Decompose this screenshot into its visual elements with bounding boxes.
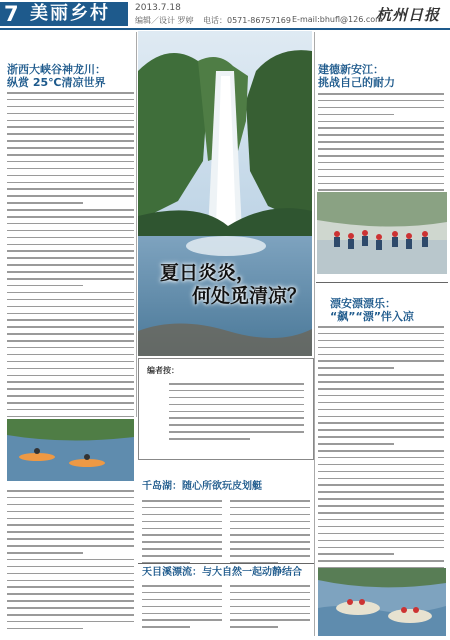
article-title-tianmuxi: 天目溪漂流：与大自然一起动静结合	[142, 567, 302, 578]
article-title-shenlongchuan	[7, 63, 106, 89]
section-title: 美丽乡村	[30, 3, 110, 24]
article-title-line2: “飙”“漂”伴入凉	[330, 310, 414, 324]
headline-line2: 何处觅清凉？	[192, 284, 307, 307]
page-number: 7	[4, 2, 19, 26]
issue-date: 2013.7.18	[135, 3, 181, 13]
headline-line1: 夏日炎炎，	[160, 262, 256, 284]
article-body-lower-left	[7, 490, 134, 635]
article-title-line1: 建德新安江：	[318, 63, 384, 76]
article-title-rafting	[330, 297, 414, 323]
article-body-tianmuxi-col1	[142, 585, 222, 633]
article-body-qiandaohu-col2	[230, 500, 310, 569]
article-title-line2: 挑战自己的耐力	[318, 76, 395, 90]
editors-note-label: 编者按：	[147, 366, 179, 375]
divider-bottom	[138, 563, 314, 564]
newspaper-logo: 杭州日报	[376, 6, 441, 24]
article-body-shenlongchuan	[7, 92, 134, 471]
article-title-xinanjiang	[318, 63, 395, 89]
article-title-line2: 纵赏 25℃清凉世界	[7, 76, 106, 90]
contact-phone: 电话：0571-86757169	[203, 16, 291, 25]
article-body-qiandaohu-col1	[142, 500, 222, 569]
editors-note-body	[169, 383, 304, 445]
kayak-photo	[7, 419, 134, 481]
article-body-tianmuxi-col2	[230, 585, 310, 633]
editor-line: 编辑／设计 罗婷	[135, 16, 194, 25]
article-title-line1: 漂安漂漂乐：	[330, 297, 396, 310]
divider-right	[316, 282, 448, 283]
contact-email: E-mail:bhufl@126.com	[292, 15, 383, 24]
column-rule-left	[136, 32, 137, 417]
crowd-beach-photo	[317, 192, 447, 274]
editors-note-box	[138, 358, 314, 460]
article-body-rafting	[318, 326, 444, 602]
masthead	[0, 0, 450, 30]
center-headline	[160, 262, 306, 308]
article-title-qiandaohu: 千岛湖：随心所欲玩皮划艇	[142, 481, 262, 492]
column-rule-right	[314, 32, 315, 636]
article-title-line1: 浙西大峡谷神龙川：	[7, 63, 106, 76]
rafting-photo	[318, 568, 446, 636]
